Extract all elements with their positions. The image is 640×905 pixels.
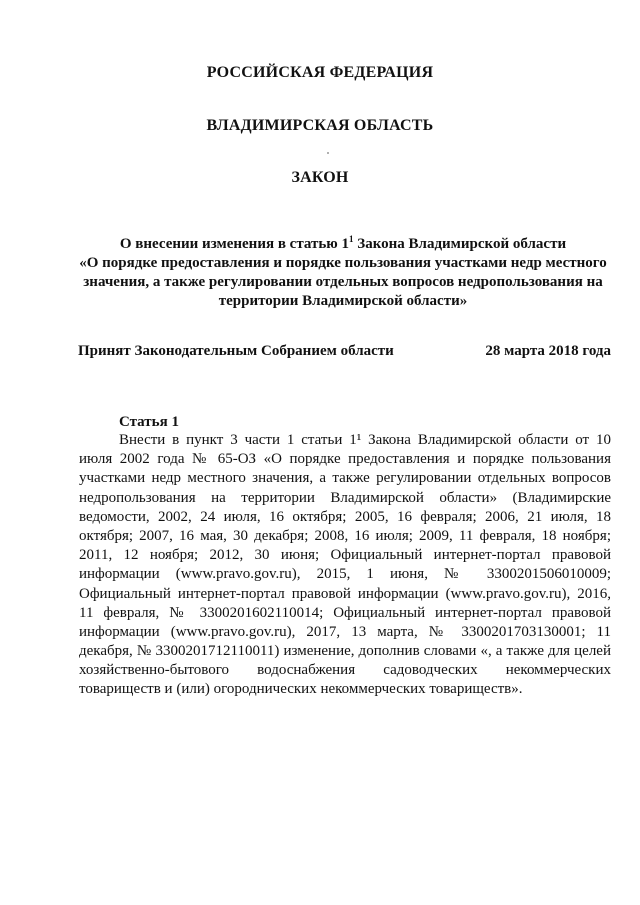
country-heading: РОССИЙСКАЯ ФЕДЕРАЦИЯ xyxy=(206,64,434,81)
article-title: Статья 1 xyxy=(119,414,179,430)
region-heading: ВЛАДИМИРСКАЯ ОБЛАСТЬ xyxy=(206,117,434,134)
article-line: июля 2002 года № 65-ОЗ «О порядке предоставления и порядке пользования xyxy=(79,451,611,468)
article-line: декабря, № 3300201712110011) изменение, дополнив словами «, а также для целей xyxy=(79,643,611,660)
article-line: 2011, 12 ноября; 2012, 30 июня; Официальный интернет-портал правовой xyxy=(79,547,611,564)
article-line: 11 февраля, № 3300201602110014; Официальный интернет-портал правовой xyxy=(79,604,611,621)
article-line: октября; 2007, 16 мая, 30 декабря; 2008, 16 июля; 2009, 11 февраля, 18 ноября; xyxy=(79,527,611,544)
article-body xyxy=(79,431,611,700)
article-line: Внести в пункт 3 части 1 статьи 1¹ Закона Владимирской области от 10 xyxy=(119,432,611,448)
article-line: информации (www.pravo.gov.ru), 2015, 1 июня, № 3300201506010009; xyxy=(79,566,611,583)
law-title-line-2: «О порядке предоставления и порядке пользования участками недр местного xyxy=(79,255,607,271)
law-title-line-1-prefix: О внесении изменения в статью 1 xyxy=(119,236,350,252)
article-line: информации (www.pravo.gov.ru), 2017, 13 марта, № 3300201703130001; 11 xyxy=(79,623,611,640)
law-title-line-4: территории Владимирской области» xyxy=(218,293,468,309)
article-superscript: 1 xyxy=(349,234,354,244)
article-line: участками недр местного значения, а также регулировании отдельных вопросов xyxy=(79,470,611,487)
scan-speck xyxy=(327,152,329,154)
law-title-line-1 xyxy=(70,235,616,254)
article-line: хозяйственно-бытового водоснабжения садоводческих некоммерческих xyxy=(79,662,611,679)
adopting-body: Принят Законодательным Собранием области xyxy=(78,343,394,359)
adoption-date: 28 марта 2018 года xyxy=(485,343,611,359)
document-type-heading: ЗАКОН xyxy=(291,169,349,186)
law-title xyxy=(70,235,616,311)
article-line: недропользования на территории Владимирской области» (Владимирские xyxy=(79,489,611,506)
article-line: ведомости, 2002, 24 июля, 16 октября; 2005, 16 февраля; 2006, 21 июля, 18 xyxy=(79,508,611,525)
law-title-line-3: значения, а также регулировании отдельных вопросов недропользования на xyxy=(83,274,603,290)
article-line: товариществ и (или) огороднических некоммерческих товариществ». xyxy=(79,681,523,698)
article-line: Официальный интернет-портал правовой информации (www.pravo.gov.ru), 2016, xyxy=(79,585,611,602)
law-title-line-1-suffix: Закона Владимирской области xyxy=(353,236,567,252)
